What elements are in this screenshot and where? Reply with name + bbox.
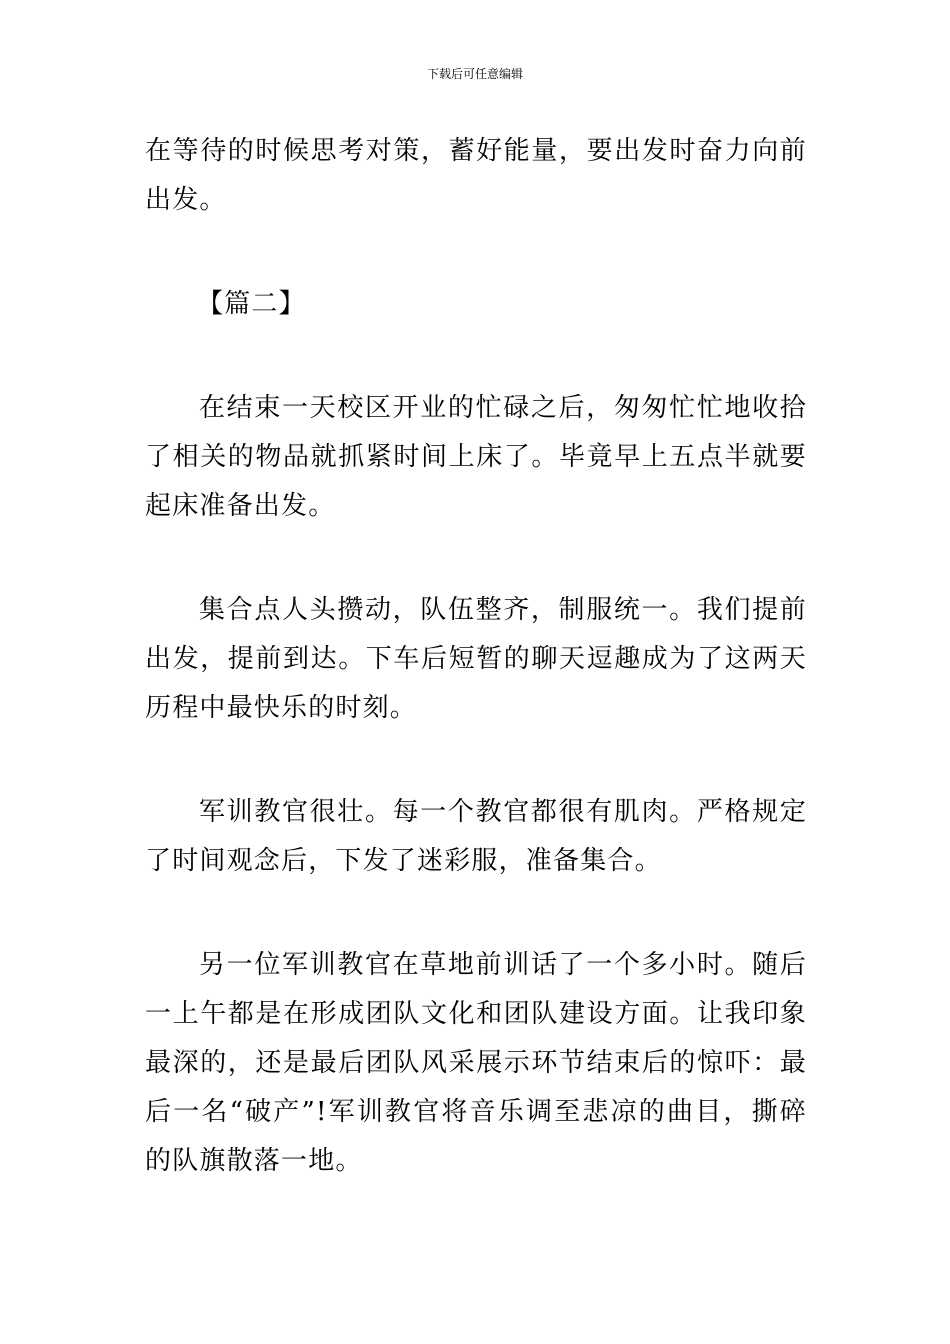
paragraph: 另一位军训教官在草地前训话了一个多小时。随后一上午都是在形成团队文化和团队建设方面。让我印象最深的，还是最后团队风采展示环节结束后的惊吓：最后一名“破产”!军训教官将音乐调至悲凉的曲目，撕碎的队旗散落一地。	[145, 950, 807, 1176]
paragraph: 集合点人头攒动，队伍整齐，制服统一。我们提前出发，提前到达。下车后短暂的聊天逗趣成为了这两天历程中最快乐的时刻。	[145, 595, 807, 723]
document-body	[145, 127, 807, 1186]
paragraph: 在结束一天校区开业的忙碌之后，匆匆忙忙地收拾了相关的物品就抓紧时间上床了。毕竟早上五点半就要起床准备出发。	[145, 393, 807, 521]
paragraph: 军训教官很壮。每一个教官都很有肌肉。严格规定了时间观念后，下发了迷彩服，准备集合。	[145, 797, 807, 876]
paragraph-continuation: 在等待的时候思考对策，蓄好能量，要出发时奋力向前出发。	[145, 136, 807, 215]
page-header: 下载后可任意编辑	[426, 67, 523, 81]
section-heading: 【篇二】	[197, 289, 306, 319]
